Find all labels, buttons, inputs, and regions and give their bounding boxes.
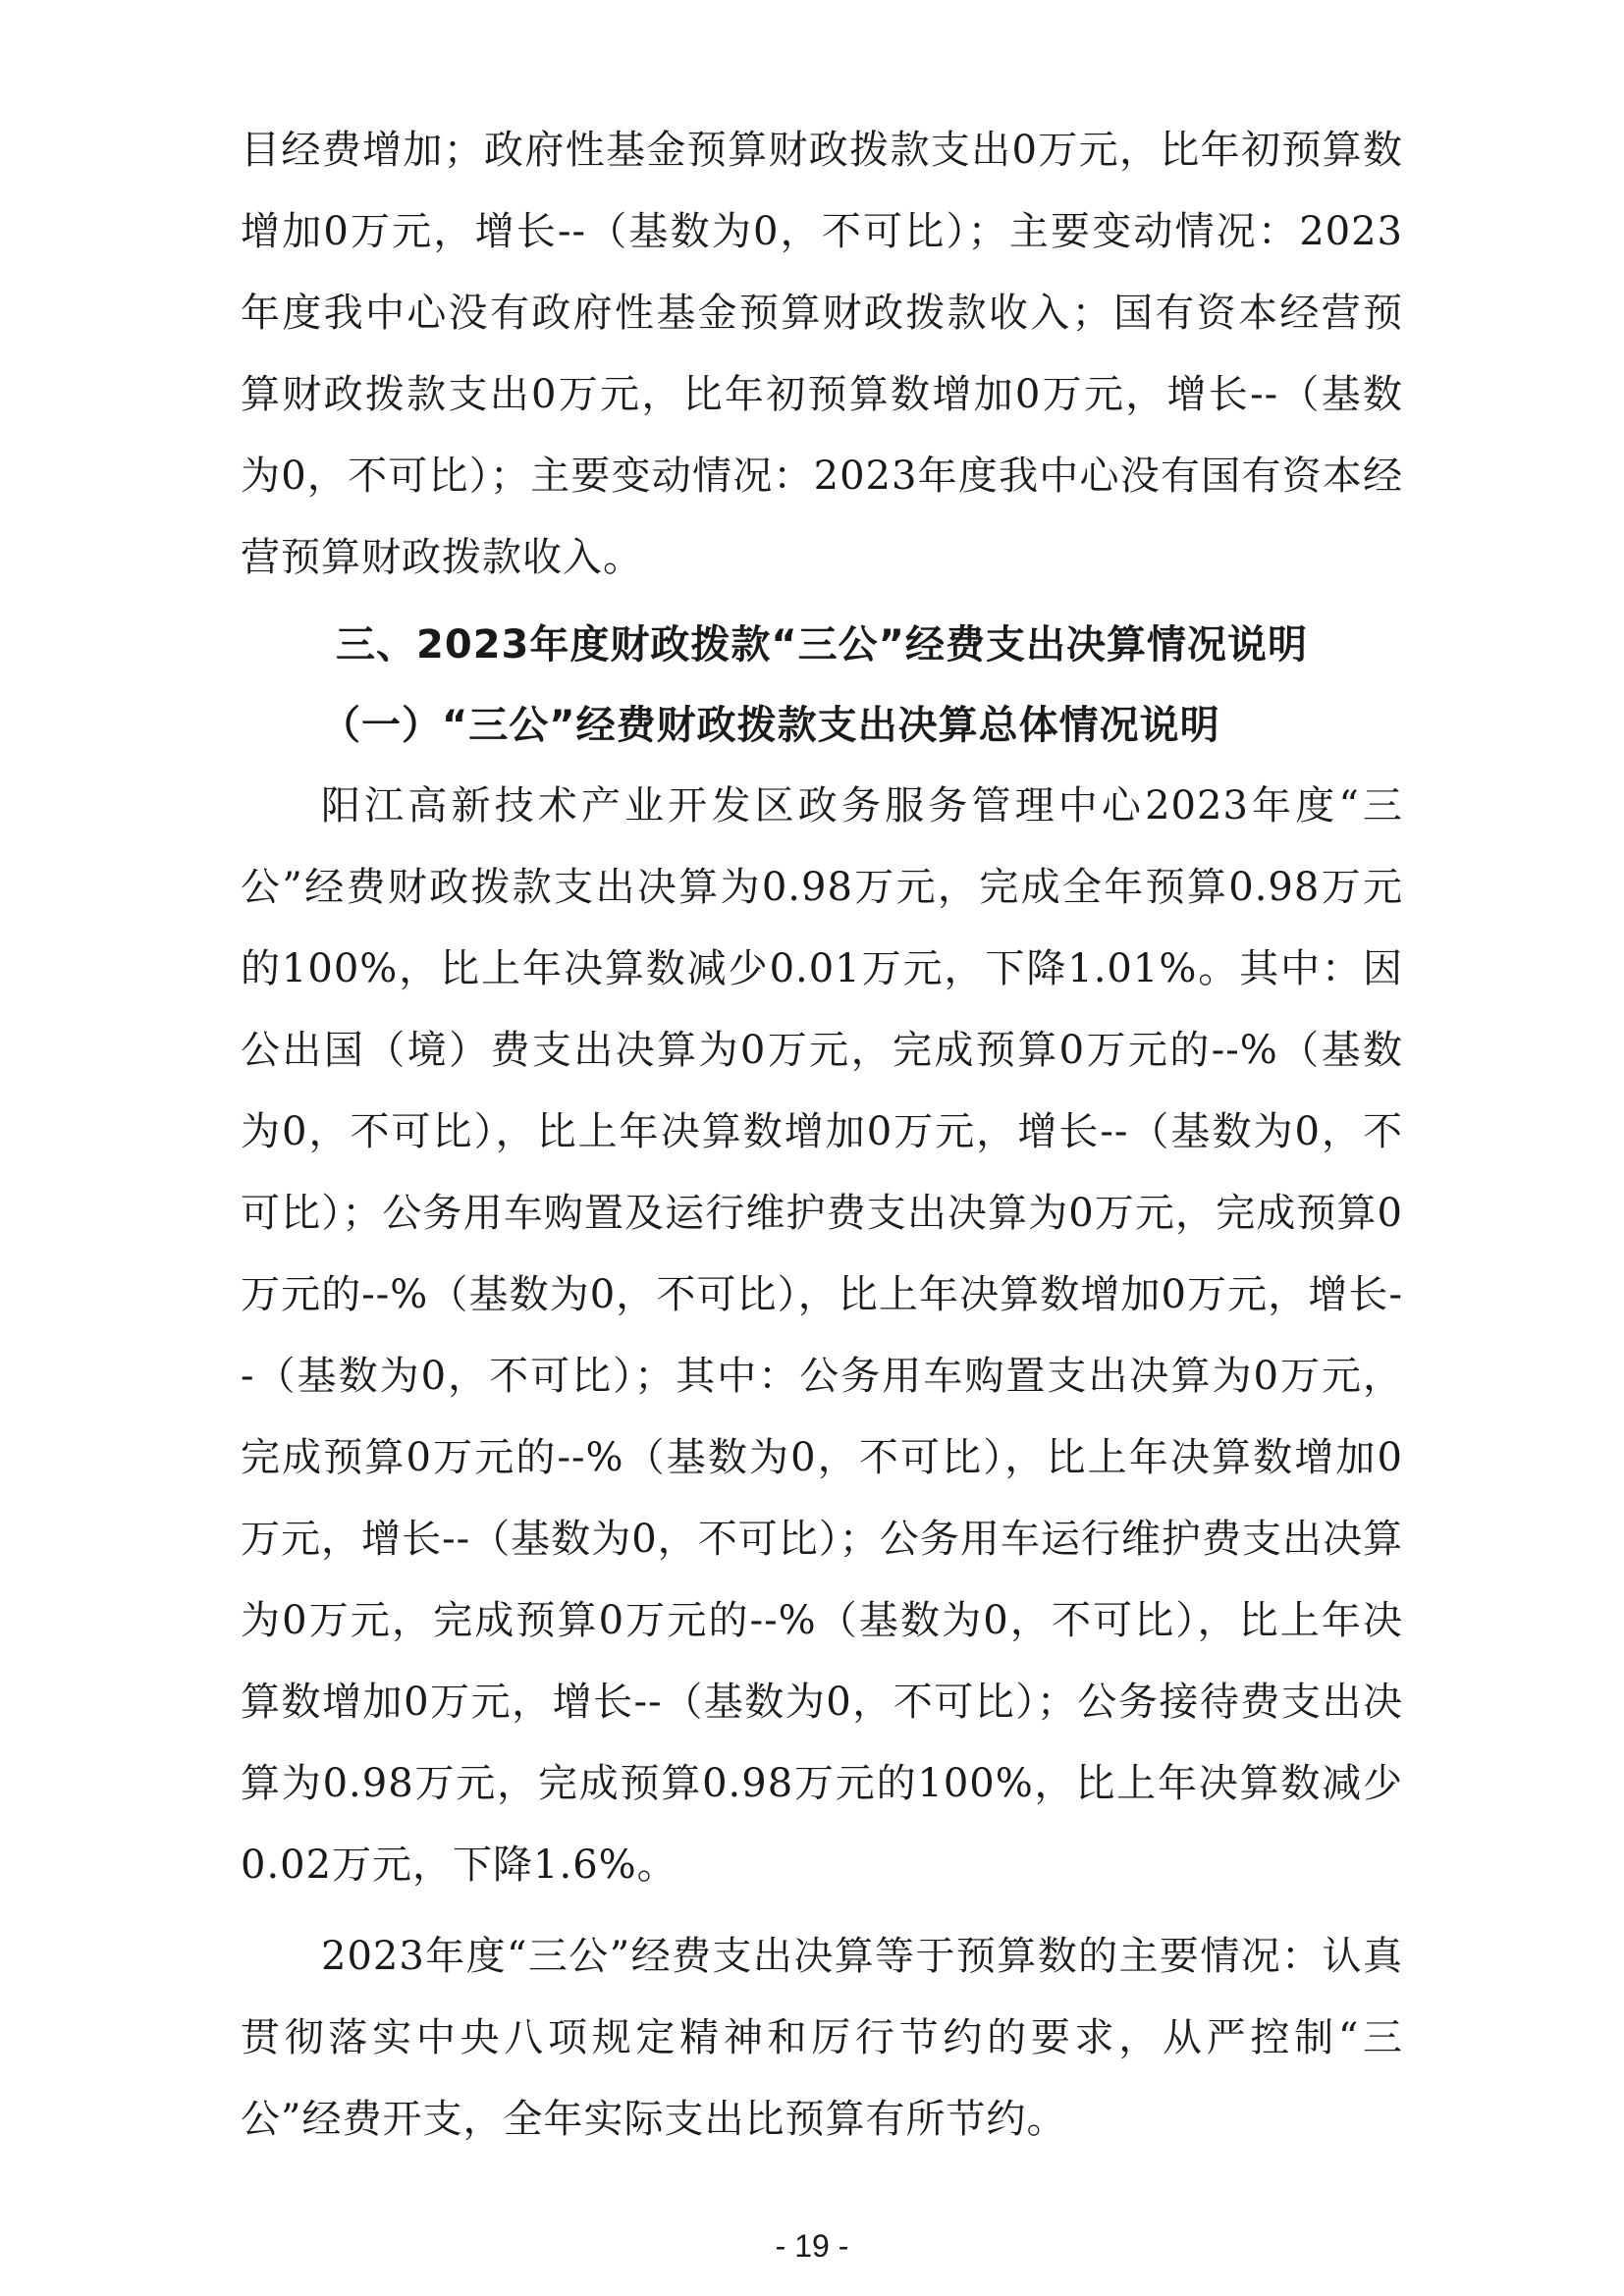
continuation-paragraph: 目经费增加；政府性基金预算财政拨款支出0万元，比年初预算数增加0万元，增长--（基数为0，不可比）；主要变动情况：2023年度我中心没有政府性基金预算财政拨款收入；国有资本经营预算财政拨款支出0万元，比年初预算数增加0万元，增长--（基数为0，不可比）；主要变动情况：2023年度我中心没有国有资本经营预算财政拨款收入。	[241, 128, 1403, 580]
page-number: - 19 -	[775, 2228, 849, 2264]
subsection-heading: （一）“三公”经费财政拨款支出决算总体情况说明	[321, 703, 1220, 748]
body-paragraph-2: 2023年度“三公”经费支出决算等于预算数的主要情况：认真贯彻落实中央八项规定精神和厉行节约的要求，从严控制“三公”经费开支，全年实际支出比预算有所节约。	[241, 1934, 1403, 2142]
body-paragraph-1: 阳江高新技术产业开发区政务服务管理中心2023年度“三公”经费财政拨款支出决算为0.98万元，完成全年预算0.98万元的100%，比上年决算数减少0.01万元，下降1.01%。其中：因公出国（境）费支出决算为0万元，完成预算0万元的--%（基数为0，不可比），比上年决算数增加0万元，增长--（基数为0，不可比）；公务用车购置及运行维护费支出决算为0万元，完成预算0万元的--%（基数为0，不可比），比上年决算数增加0万元，增长--（基数为0，不可比）；其中：公务用车购置支出决算为0万元，完成预算0万元的--%（基数为0，不可比），比上年决算数增加0万元，增长--（基数为0，不可比）；公务用车运行维护费支出决算为0万元，完成预算0万元的--%（基数为0，不可比），比上年决算数增加0万元，增长--（基数为0，不可比）；公务接待费支出决算为0.98万元，完成预算0.98万元的100%，比上年决算数减少0.02万元，下降1.6%。	[241, 783, 1403, 1888]
section-heading: 三、2023年度财政拨款“三公”经费支出决算情况说明	[336, 622, 1308, 667]
document-body	[241, 110, 1403, 2161]
